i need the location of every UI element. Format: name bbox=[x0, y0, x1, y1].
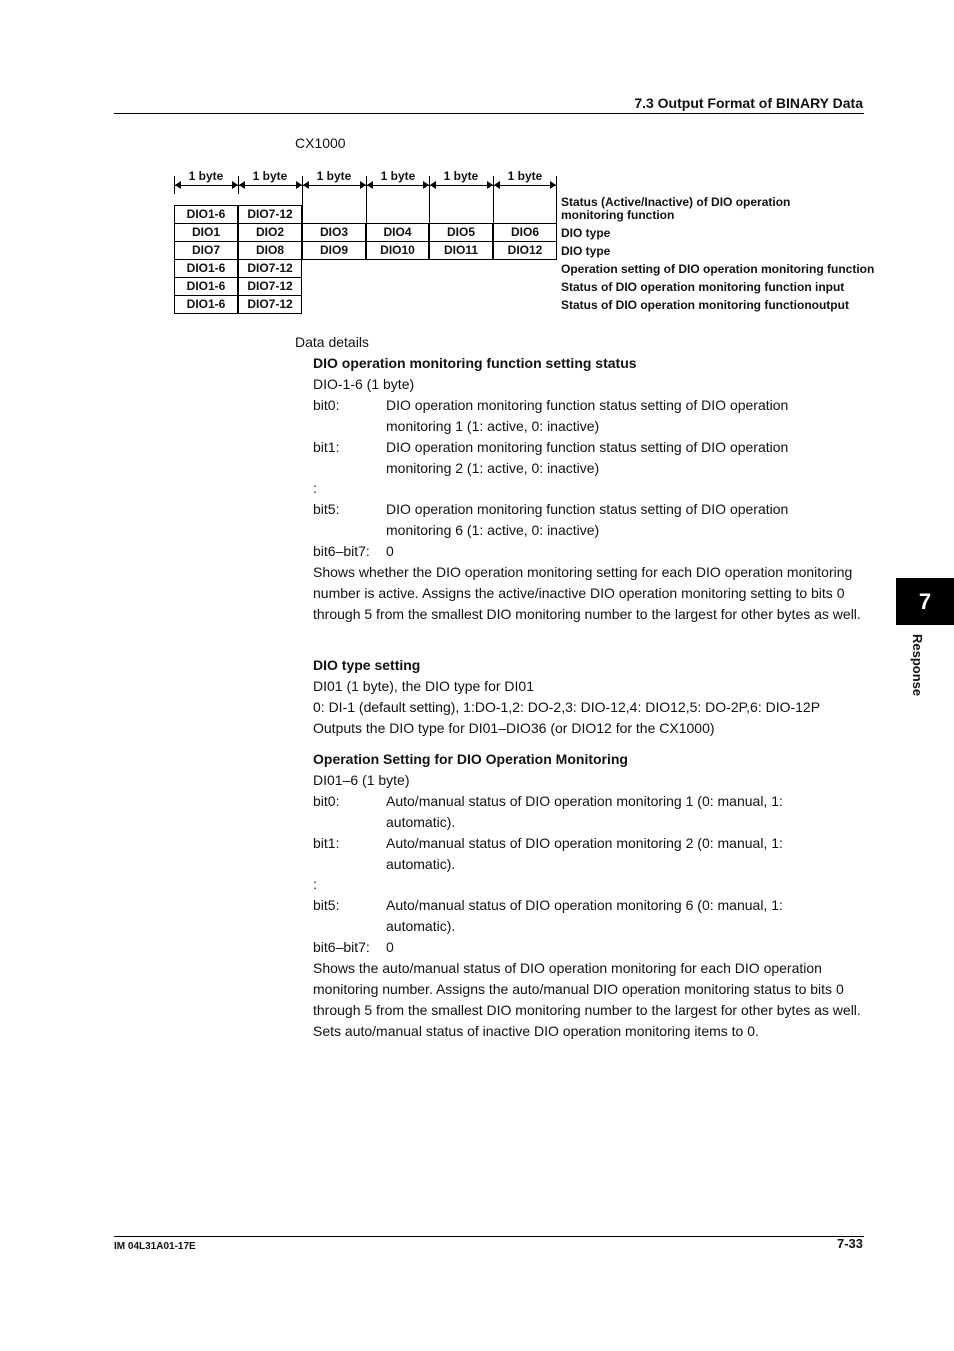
dio-type-line: Outputs the DIO type for DI01–DIO36 (or DIO12 for the CX1000) bbox=[313, 720, 715, 736]
bit-description: 0 bbox=[386, 543, 394, 559]
row-description: Status (Active/Inactive) of DIO operation monitoring function bbox=[561, 195, 791, 222]
byte-divider bbox=[493, 194, 494, 223]
section-paragraph: Shows whether the DIO operation monitoring setting for each DIO operation monitoring number is active. Assigns the active/inactive DIO operation monitoring setting to bits 0 through 5 from the smallest DIO monitoring number to the largest for other bytes as well. bbox=[313, 564, 861, 622]
byte-divider bbox=[366, 194, 367, 223]
table-cell: DIO1-6 bbox=[174, 295, 238, 314]
bit-label: bit6–bit7: bbox=[313, 543, 370, 559]
table-cell: DIO1-6 bbox=[174, 205, 238, 224]
bit-label: bit0: bbox=[313, 793, 340, 809]
byte-subtitle: DI01–6 (1 byte) bbox=[313, 772, 410, 788]
row-description: Status of DIO operation monitoring function input bbox=[561, 280, 845, 294]
table-cell: DIO10 bbox=[366, 241, 429, 260]
bit-label: bit1: bbox=[313, 439, 340, 455]
details-label: Data details bbox=[295, 334, 369, 350]
arrow-left-icon bbox=[239, 181, 245, 189]
table-cell: DIO7-12 bbox=[238, 277, 302, 296]
table-cell: DIO11 bbox=[429, 241, 493, 260]
bit-description: 0 bbox=[386, 939, 394, 955]
bit-label: bit5: bbox=[313, 501, 340, 517]
table-cell: DIO1 bbox=[174, 223, 238, 242]
table-cell: DIO3 bbox=[302, 223, 366, 242]
header-rule bbox=[114, 113, 864, 114]
bit-description: DIO operation monitoring function status setting of DIO operation monitoring 6 (1: active, 0: inactive) bbox=[386, 501, 789, 538]
table-cell: DIO7-12 bbox=[238, 205, 302, 224]
table-cell: DIO8 bbox=[238, 241, 302, 260]
row-description: DIO type bbox=[561, 244, 611, 258]
byte-subtitle: DIO-1-6 (1 byte) bbox=[313, 376, 415, 392]
arrow-left-icon bbox=[303, 181, 309, 189]
section-title: 7.3 Output Format of BINARY Data bbox=[634, 95, 863, 111]
bit-description: DIO operation monitoring function status setting of DIO operation monitoring 2 (1: active, 0: inactive) bbox=[386, 439, 789, 476]
scale-tick bbox=[556, 176, 557, 194]
bit-label: bit1: bbox=[313, 835, 340, 851]
bit-description: Auto/manual status of DIO operation monitoring 1 (0: manual, 1: automatic). bbox=[386, 793, 783, 830]
byte-label: 1 byte bbox=[252, 169, 288, 183]
table-cell: DIO7-12 bbox=[238, 295, 302, 314]
arrow-right-icon bbox=[296, 181, 302, 189]
byte-label: 1 byte bbox=[507, 169, 543, 183]
model-label: CX1000 bbox=[295, 135, 346, 151]
arrow-left-icon bbox=[430, 181, 436, 189]
arrow-right-icon bbox=[423, 181, 429, 189]
arrow-left-icon bbox=[367, 181, 373, 189]
section-heading: Operation Setting for DIO Operation Monitoring bbox=[313, 751, 628, 767]
row-description: Status of DIO operation monitoring functionoutput bbox=[561, 298, 849, 312]
table-cell: DIO5 bbox=[429, 223, 493, 242]
byte-divider bbox=[556, 194, 557, 223]
byte-divider bbox=[302, 194, 303, 223]
section-paragraph: Shows the auto/manual status of DIO operation monitoring for each DIO operation monitoring number. Assigns the auto/manual DIO operation monitoring status to bits 0 through 5 from the smallest DIO monitoring number to the largest for other bytes as well. Sets auto/manual status of inactive DIO operation monitoring items to 0. bbox=[313, 960, 861, 1039]
bit-label: bit0: bbox=[313, 397, 340, 413]
table-cell: DIO12 bbox=[493, 241, 557, 260]
chapter-tab: 7 bbox=[896, 578, 954, 625]
arrow-right-icon bbox=[487, 181, 493, 189]
section-heading: DIO operation monitoring function setting status bbox=[313, 355, 637, 371]
table-cell: DIO1-6 bbox=[174, 277, 238, 296]
table-cell: DIO1-6 bbox=[174, 259, 238, 278]
ellipsis: : bbox=[313, 480, 317, 496]
table-cell: DIO7 bbox=[174, 241, 238, 260]
bit-description: DIO operation monitoring function status setting of DIO operation monitoring 1 (1: active, 0: inactive) bbox=[386, 397, 789, 434]
arrow-right-icon bbox=[232, 181, 238, 189]
byte-label: 1 byte bbox=[443, 169, 479, 183]
dio-type-line: 0: DI-1 (default setting), 1:DO-1,2: DO-2,3: DIO-12,4: DIO12,5: DO-2P,6: DIO-12P bbox=[313, 699, 821, 715]
bit-description: Auto/manual status of DIO operation monitoring 6 (0: manual, 1: automatic). bbox=[386, 897, 783, 934]
footer-rule bbox=[114, 1236, 864, 1237]
byte-divider bbox=[429, 194, 430, 223]
dio-type-line: DI01 (1 byte), the DIO type for DI01 bbox=[313, 678, 534, 694]
page-number: 7-33 bbox=[836, 1236, 863, 1251]
table-cell: DIO6 bbox=[493, 223, 557, 242]
row-description: Operation setting of DIO operation monitoring function bbox=[561, 262, 875, 276]
bit-description: Auto/manual status of DIO operation monitoring 2 (0: manual, 1: automatic). bbox=[386, 835, 783, 872]
table-cell: DIO9 bbox=[302, 241, 366, 260]
ellipsis: : bbox=[313, 876, 317, 892]
chapter-name: Response bbox=[910, 634, 925, 697]
byte-label: 1 byte bbox=[316, 169, 352, 183]
arrow-left-icon bbox=[175, 181, 181, 189]
arrow-right-icon bbox=[360, 181, 366, 189]
arrow-left-icon bbox=[494, 181, 500, 189]
bit-label: bit5: bbox=[313, 897, 340, 913]
table-cell: DIO7-12 bbox=[238, 259, 302, 278]
bit-label: bit6–bit7: bbox=[313, 939, 370, 955]
row-description: DIO type bbox=[561, 226, 611, 240]
table-cell: DIO2 bbox=[238, 223, 302, 242]
document-code: IM 04L31A01-17E bbox=[114, 1241, 196, 1252]
byte-label: 1 byte bbox=[188, 169, 224, 183]
arrow-right-icon bbox=[550, 181, 556, 189]
table-cell: DIO4 bbox=[366, 223, 429, 242]
byte-label: 1 byte bbox=[380, 169, 416, 183]
section-heading: DIO type setting bbox=[313, 657, 421, 673]
